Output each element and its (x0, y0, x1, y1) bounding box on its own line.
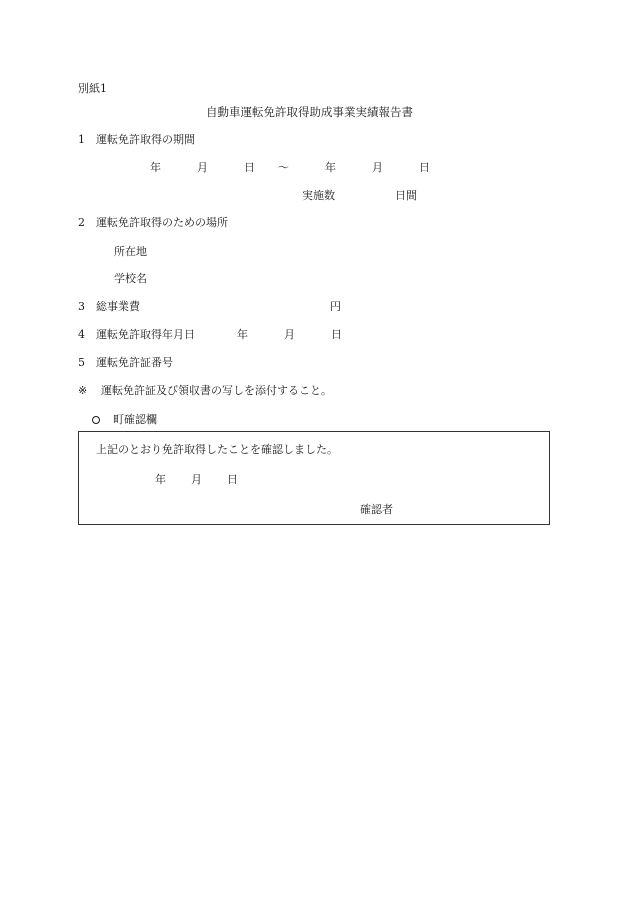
license-year-label: 年 (237, 328, 248, 341)
section-3-number: 3 (78, 300, 85, 313)
confirmer-label: 確認者 (360, 503, 393, 516)
implementation-days-label: 実施数 (302, 189, 335, 202)
school-name-label: 学校名 (114, 272, 147, 285)
end-day-label: 日 (419, 161, 430, 174)
license-day-label: 日 (331, 328, 342, 341)
section-4-label: 運転免許取得年月日 (96, 328, 195, 341)
attachment-label: 別紙1 (78, 82, 107, 95)
note-mark: ※ (78, 384, 88, 397)
location-label: 所在地 (114, 245, 147, 258)
town-confirm-label: 町確認欄 (113, 413, 157, 426)
section-2-number: 2 (78, 216, 85, 229)
confirm-year-label: 年 (155, 473, 166, 486)
confirm-statement: 上記のとおり免許取得したことを確認しました。 (96, 443, 338, 456)
section-4-number: 4 (78, 328, 85, 341)
section-2-label: 運転免許取得のための場所 (96, 216, 228, 229)
confirm-month-label: 月 (191, 473, 202, 486)
end-month-label: 月 (372, 161, 383, 174)
section-1-number: 1 (78, 133, 85, 146)
document-title: 自動車運転免許取得助成事業実績報告書 (206, 105, 413, 119)
note-text: 運転免許証及び領収書の写しを添付すること。 (101, 384, 332, 397)
circle-icon (92, 416, 100, 424)
start-year-label: 年 (150, 161, 161, 174)
section-5-number: 5 (78, 356, 85, 369)
end-year-label: 年 (325, 161, 336, 174)
section-3-label: 総事業費 (96, 300, 140, 313)
section-1-label: 運転免許取得の期間 (96, 133, 195, 146)
confirm-day-label: 日 (227, 473, 238, 486)
range-separator: 〜 (278, 161, 289, 174)
start-day-label: 日 (244, 161, 255, 174)
implementation-days-unit: 日間 (395, 189, 417, 202)
section-5-label: 運転免許証番号 (96, 356, 173, 369)
license-month-label: 月 (284, 328, 295, 341)
yen-unit: 円 (330, 300, 341, 313)
start-month-label: 月 (197, 161, 208, 174)
